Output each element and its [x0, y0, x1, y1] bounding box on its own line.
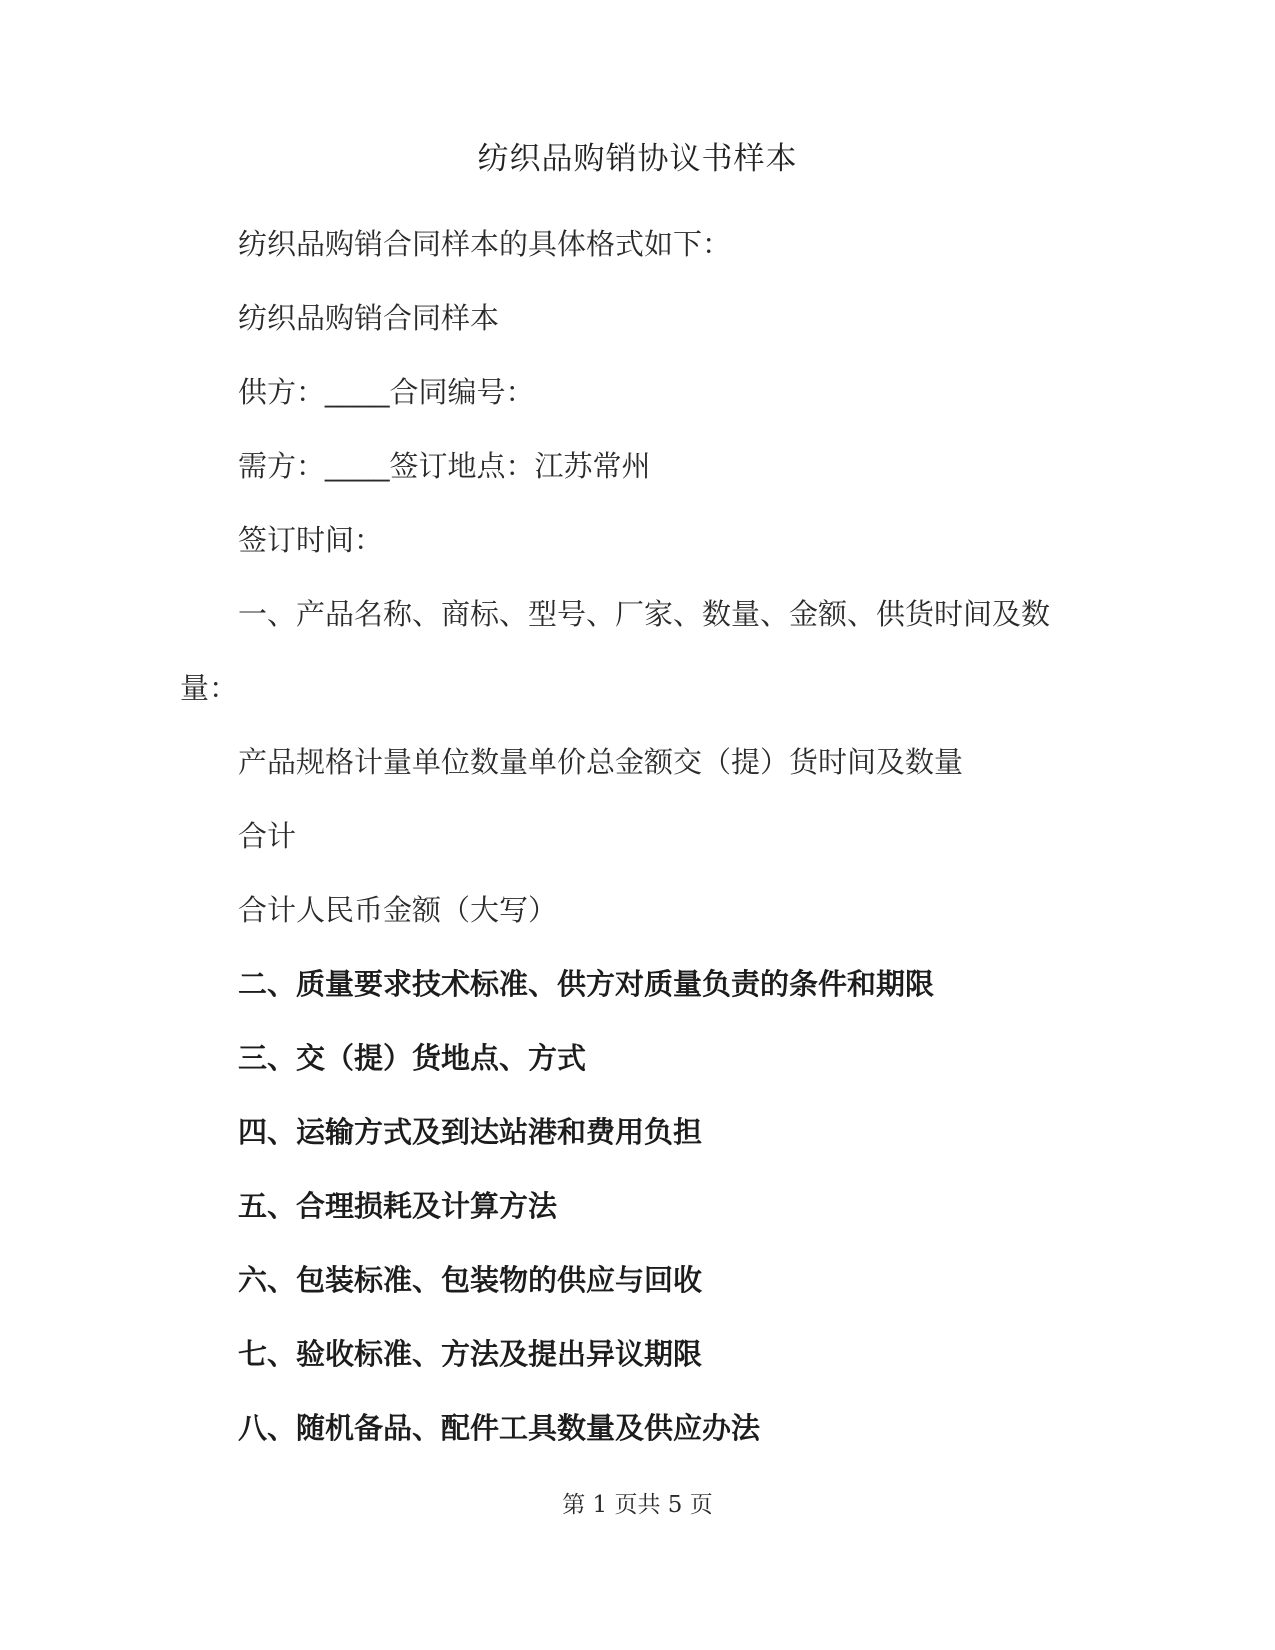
section-1-heading: 一、产品名称、商标、型号、厂家、数量、金额、供货时间及数量：	[180, 599, 1051, 705]
total-amount-words-line: 合计人民币金额（大写）	[238, 895, 558, 927]
document-title: 纺织品购销协议书样本	[477, 141, 798, 176]
section-5-heading: 五、合理损耗及计算方法	[238, 1191, 558, 1223]
intro-line: 纺织品购销合同样本的具体格式如下：	[238, 229, 732, 261]
section-3-heading: 三、交（提）货地点、方式	[238, 1043, 587, 1075]
section-8-heading: 八、随机备品、配件工具数量及供应办法	[238, 1413, 761, 1445]
page-number: 第 1 页共 5 页	[562, 1492, 713, 1518]
buyer-line: 需方：____签订地点：江苏常州	[238, 451, 651, 483]
signing-time-line: 签订时间：	[238, 525, 384, 557]
product-spec-line: 产品规格计量单位数量单价总金额交（提）货时间及数量	[238, 747, 964, 779]
section-6-heading: 六、包装标准、包装物的供应与回收	[238, 1265, 703, 1297]
section-2-heading: 二、质量要求技术标准、供方对质量负责的条件和期限	[238, 969, 935, 1001]
subtitle-line: 纺织品购销合同样本	[238, 303, 500, 335]
total-line: 合计	[238, 821, 297, 853]
supplier-line: 供方：____合同编号：	[238, 377, 535, 409]
section-4-heading: 四、运输方式及到达站港和费用负担	[238, 1117, 703, 1149]
document-body	[0, 177, 1275, 1466]
section-7-heading: 七、验收标准、方法及提出异议期限	[238, 1339, 703, 1371]
